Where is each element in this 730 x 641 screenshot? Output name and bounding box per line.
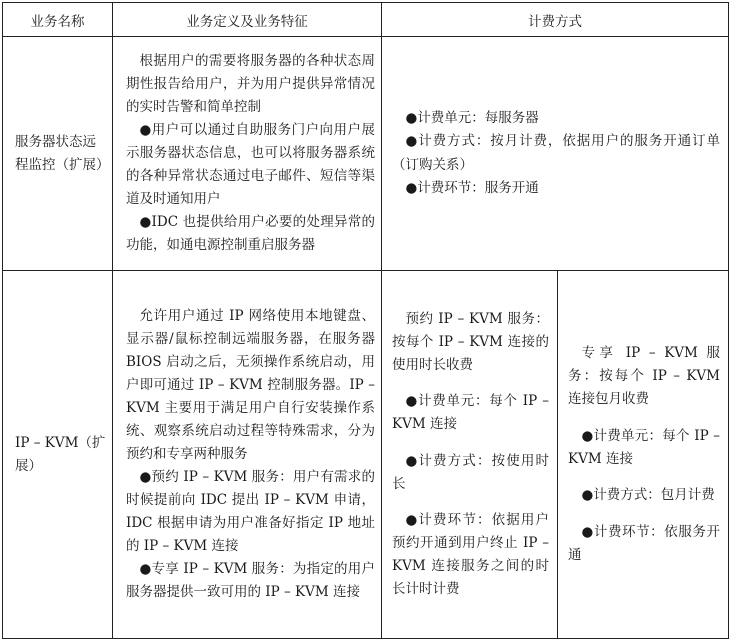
service-name-cell [3,37,113,271]
billing-bullet: ●计费单元：每服务器 [405,109,539,126]
billing-bullet: ●计费方式：按使用时长 [392,452,549,492]
definition-cell [113,271,382,639]
billing-bullet: ●计费环节：依服务开通 [568,523,720,563]
definition-paragraph: 根据用户的需要将服务器的各种状态周期性报告给用户，并为用户提供异常情况的实时告警和简单控制 [126,53,375,115]
definition-bullet: ●预约 IP – KVM 服务：用户有需求的时候提前向 IDC 提出 IP – KVM 申请，IDC 根据申请为用户准备好指定 IP 地址的 IP – KVM 连接 [126,469,375,554]
definition-paragraph: 允许用户通过 IP 网络使用本地键盘、显示器/鼠标控制远端服务器，在服务器 BIOS 启动之后，无须操作系统启动，用户即可通过 IP – KVM 控制服务器。IP – KVM 主要用于满足用户自行安装操作系统、观察系统启动过程等特殊需求，分为预约和专享两种服务 [126,308,375,462]
service-name: 服务器状态远程监控（扩展） [15,133,110,173]
definition-bullet: ●用户可以通过自助服务门户向用户展示服务器状态信息，也可以将服务器系统的各种异常状态通过电子邮件、短信等渠道及时通知用户 [126,122,375,207]
billing-cell [382,37,729,271]
table-row [3,271,729,639]
table-header-row [3,3,729,37]
header-definition: 业务定义及业务特征 [113,3,382,37]
service-name-cell [3,271,113,639]
billing-dedicated-cell [558,271,729,639]
definition-bullet: ●IDC 也提供给用户必要的处理异常的功能，如通电源控制重启服务器 [126,214,375,253]
billing-bullet: ●计费方式：按月计费，依据用户的服务开通订单（订购关系） [392,133,720,173]
service-name: IP – KVM（扩展） [15,434,106,474]
billing-reserved-cell [382,271,558,639]
billing-reserved-intro: 预约 IP – KVM 服务：按每个 IP – KVM 连接的使用时长收费 [392,310,549,373]
billing-bullet: ●计费环节：依据用户预约开通到用户终止 IP – KVM 连接服务之间的时长计时计费 [392,512,549,598]
billing-bullet: ●计费方式：包月计费 [581,487,715,504]
billing-bullet: ●计费环节：服务开通 [405,180,539,196]
definition-cell [113,37,382,271]
header-service-name: 业务名称 [3,3,113,37]
header-billing: 计费方式 [382,3,729,37]
billing-bullet: ●计费单元：每个 IP – KVM 连接 [568,427,720,467]
billing-bullet: ●计费单元：每个 IP – KVM 连接 [392,393,549,433]
service-billing-table [2,2,729,639]
definition-bullet: ●专享 IP – KVM 服务：为指定的用户服务器提供一致可用的 IP – KVM 连接 [126,561,375,600]
billing-dedicated-intro: 专享 IP – KVM 服务：按每个 IP – KVM 连接包月收费 [568,345,720,408]
table-row [3,37,729,271]
